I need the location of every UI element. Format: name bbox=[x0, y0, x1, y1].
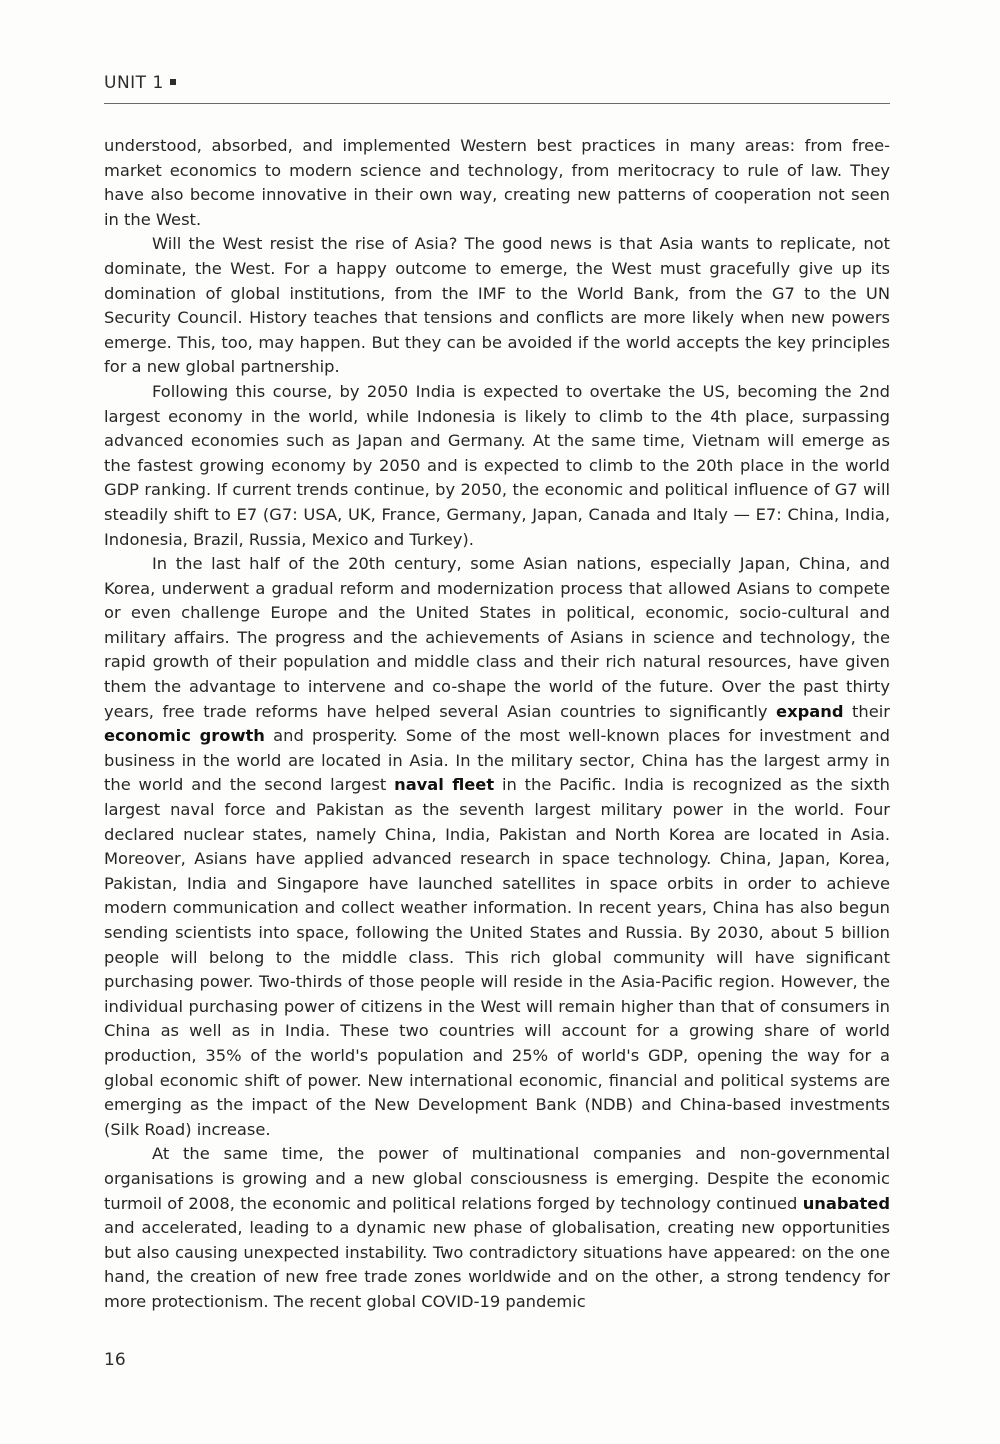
key-term: naval fleet bbox=[394, 775, 495, 795]
page-header bbox=[104, 73, 890, 104]
key-term: unabated bbox=[802, 1193, 890, 1213]
paragraph bbox=[104, 232, 890, 380]
paragraph-text: understood, absorbed, and implemented Western best practices in many areas: from free-market economics to modern science and technology, from meritocracy to rule of law. They have also become innovative in their own way, creating new patterns of cooperation not seen in the West. bbox=[104, 136, 890, 229]
paragraph-text: and prosperity. Some of the most well-known places for investment and business in the world are located in Asia. In the military sector, China has the largest army in the world and the second largest bbox=[104, 726, 890, 795]
paragraph bbox=[104, 134, 890, 232]
paragraph-text: and accelerated, leading to a dynamic new phase of globalisation, creating new opportunities but also causing unexpected instability. Two contradictory situations have appeared: on the one hand, the creation of new free trade zones worldwide and on the other, a strong tendency for more protectionism. The recent global COVID-19 pandemic bbox=[104, 1218, 890, 1311]
page-number: 16 bbox=[104, 1350, 126, 1370]
body-text bbox=[104, 134, 890, 1315]
key-term: expand bbox=[776, 701, 844, 721]
paragraph-text: in the Pacific. India is recognized as the sixth largest naval force and Pakistan as the seventh largest military power in the world. Four declared nuclear states, namely China, India, Pakistan and North Korea are located in Asia. Moreover, Asians have applied advanced research in space technology. China, Japan, Korea, Pakistan, India and Singapore have launched satellites in space orbits in order to achieve modern communication and collect weather information. In recent years, China has also begun sending scientists into space, following the United States and Russia. By 2030, about 5 billion people will belong to the middle class. This rich global community will have significant purchasing power. Two-thirds of those people will reside in the Asia-Pacific region. However, the individual purchasing power of citizens in the West will remain higher than that of consumers in China as well as in India. These two countries will account for a growing share of world production, 35% of the world's population and 25% of world's GDP, opening the way for a global economic shift of power. New international economic, financial and political systems are emerging as the impact of the New Development Bank (NDB) and China-based investments (Silk Road) increase. bbox=[104, 775, 890, 1139]
paragraph bbox=[104, 1142, 890, 1314]
paragraph-text: At the same time, the power of multinational companies and non-governmental organisations is growing and a new global consciousness is emerging. Despite the economic turmoil of 2008, the economic and political relations forged by technology continued bbox=[104, 1144, 890, 1213]
key-term: economic growth bbox=[104, 726, 265, 746]
square-bullet-icon bbox=[170, 79, 176, 85]
paragraph-text: their bbox=[843, 701, 890, 721]
paragraph-text: Will the West resist the rise of Asia? The good news is that Asia wants to replicate, not dominate, the West. For a happy outcome to emerge, the West must gracefully give up its domination of global institutions, from the IMF to the World Bank, from the G7 to the UN Security Council. History teaches that tensions and conflicts are more likely when new powers emerge. This, too, may happen. But they can be avoided if the world accepts the key principles for a new global partnership. bbox=[104, 234, 890, 377]
paragraph bbox=[104, 380, 890, 552]
paragraph-text: In the last half of the 20th century, some Asian nations, especially Japan, China, and Korea, underwent a gradual reform and modernization process that allowed Asians to compete or even challenge Europe and the United States in political, economic, socio-cultural and military affairs. The progress and the achievements of Asians in science and technology, the rapid growth of their population and middle class and their rich natural resources, have given them the advantage to intervene and co-shape the world of the future. Over the past thirty years, free trade reforms have helped several Asian countries to significantly bbox=[104, 554, 890, 721]
unit-label: UNIT 1 bbox=[104, 73, 164, 93]
paragraph bbox=[104, 552, 890, 1142]
paragraph-text: Following this course, by 2050 India is expected to overtake the US, becoming the 2nd largest economy in the world, while Indonesia is likely to climb to the 4th place, surpassing advanced economies such as Japan and Germany. At the same time, Vietnam will emerge as the fastest growing economy by 2050 and is expected to climb to the 20th place in the world GDP ranking. If current trends continue, by 2050, the economic and political influence of G7 will steadily shift to E7 (G7: USA, UK, France, Germany, Japan, Canada and Italy — E7: China, India, Indonesia, Brazil, Russia, Mexico and Turkey). bbox=[104, 381, 890, 549]
